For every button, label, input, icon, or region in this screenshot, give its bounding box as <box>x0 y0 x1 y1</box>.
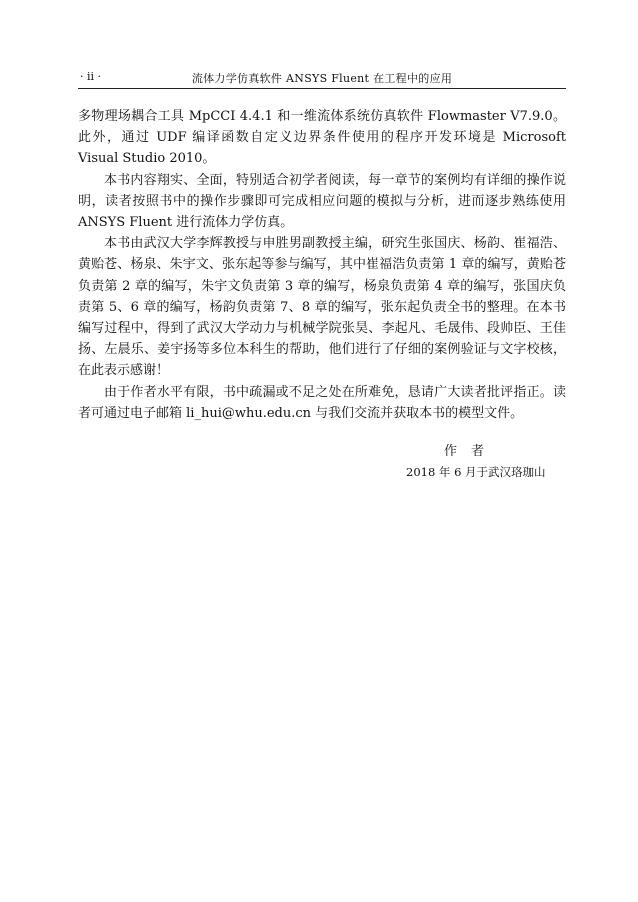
paragraph-continuation: 多物理场耦合工具 MpCCI 4.4.1 和一维流体系统仿真软件 Flowmaster V7.9.0。此外，通过 UDF 编译函数自定义边界条件使用的程序开发环境是 Microsoft Visual Studio 2010。 <box>78 109 566 167</box>
paragraph-authors-acknowledgement: 本书由武汉大学李辉教授与申胜男副教授主编，研究生张国庆、杨韵、崔福浩、黄贻苍、杨泉、朱宇文、张东起等参与编写，其中崔福浩负责第 1 章的编写，黄贻苍负责第 2 章的编写，朱宇文负责第 3 章的编写，杨泉负责第 4 章的编写，张国庆负责第 5、6 章的编写，杨韵负责第 7、8 章的编写，张东起负责全书的整理。在本书编写过程中，得到了武汉大学动力与机械学院张昊、李起凡、毛晟伟、段帅臣、王佳扬、左晨乐、姜宇扬等多位本科生的帮助，他们进行了仔细的案例验证与文字校核，在此表示感谢！ <box>78 236 566 379</box>
body-text <box>78 106 566 424</box>
signature-author: 作者 <box>444 444 499 459</box>
paragraph-feedback-contact: 由于作者水平有限，书中疏漏或不足之处在所难免，恳请广大读者批评指正。读者可通过电子邮箱 li_hui@whu.edu.cn 与我们交流并获取本书的模型文件。 <box>78 384 566 421</box>
page-number: · ii · <box>80 70 102 83</box>
running-header <box>78 66 566 89</box>
signature-date-place: 2018 年 6 月于武汉珞珈山 <box>406 465 546 479</box>
book-title: 流体力学仿真软件 ANSYS Fluent 在工程中的应用 <box>191 72 453 85</box>
paragraph-content-description: 本书内容翔实、全面，特别适合初学者阅读，每一章节的案例均有详细的操作说明，读者按照书中的操作步骤即可完成相应问题的模拟与分析，进而逐步熟练使用 ANSYS Fluent 进行流体力学仿真。 <box>78 172 566 231</box>
